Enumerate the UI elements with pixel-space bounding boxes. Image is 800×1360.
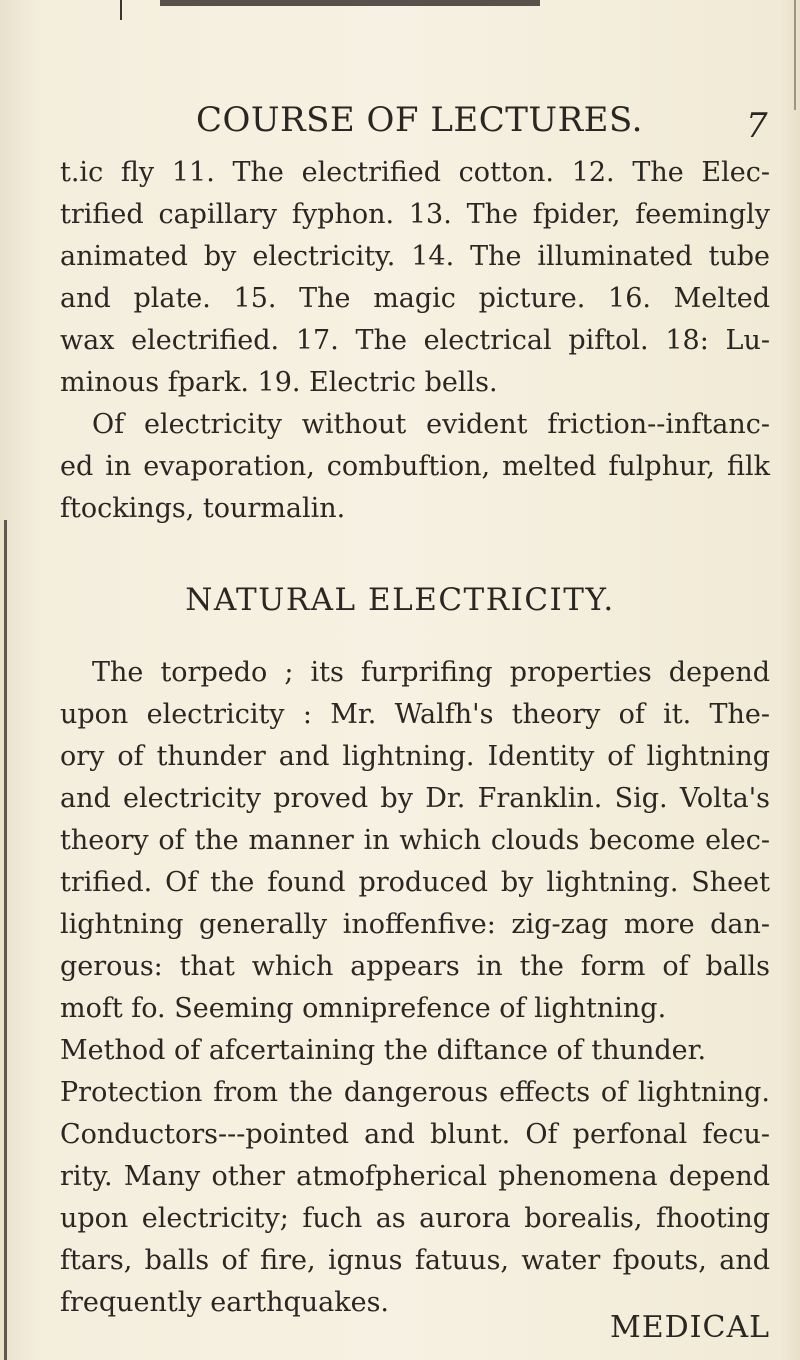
text-line: minous fpark. 19. Electric bells.	[60, 367, 498, 398]
text-line: Of electricity without evident friction--inftanc-	[92, 409, 770, 440]
text-line: Conductors---pointed and blunt. Of perfonal fecu-	[60, 1119, 770, 1150]
text-line: trified. Of the found produced by lightning. Sheet	[60, 867, 770, 898]
running-title: COURSE OF LECTURES.	[196, 100, 643, 140]
text-line: Method of afcertaining the diftance of thunder.	[60, 1035, 707, 1066]
text-line: ory of thunder and lightning. Identity of lightning	[60, 741, 770, 772]
text-line: wax electrified. 17. The electrical piftol. 18: Lu-	[60, 325, 770, 356]
text-line: moft fo. Seeming omniprefence of lightning.	[60, 993, 667, 1024]
text-line: gerous: that which appears in the form of balls	[60, 951, 770, 982]
right-page-edge	[794, 0, 796, 110]
text-line: and electricity proved by Dr. Franklin. Sig. Volta's	[60, 783, 770, 814]
text-line: ed in evaporation, combuftion, melted fulphur, filk	[60, 451, 770, 482]
page-number: 7	[746, 106, 768, 146]
text-line: and plate. 15. The magic picture. 16. Melted	[60, 283, 770, 314]
top-border-tick	[120, 0, 122, 20]
text-line: Protection from the dangerous effects of lightning.	[60, 1077, 770, 1108]
text-line: lightning generally inoffenfive: zig-zag more dan-	[60, 909, 770, 940]
text-line: upon electricity; fuch as aurora borealis, fhooting	[60, 1203, 770, 1234]
catchword: MEDICAL	[610, 1310, 771, 1345]
text-line: upon electricity : Mr. Walfh's theory of it. The-	[60, 699, 770, 730]
top-border-rule	[160, 0, 540, 6]
text-line: animated by electricity. 14. The illuminated tube	[60, 241, 770, 272]
left-page-edge	[4, 520, 7, 1360]
text-line: ftars, balls of fire, ignus fatuus, water fpouts, and	[60, 1245, 770, 1276]
text-line: trified capillary fyphon. 13. The fpider, feemingly	[60, 199, 770, 230]
text-line: frequently earthquakes.	[60, 1287, 390, 1318]
text-line: t.ic fly 11. The electrified cotton. 12. The Elec-	[60, 157, 770, 188]
text-line: ftockings, tourmalin.	[60, 493, 346, 524]
section-heading: NATURAL ELECTRICITY.	[185, 582, 615, 618]
text-line: The torpedo ; its furprifing properties depend	[92, 657, 770, 688]
text-line: rity. Many other atmofpherical phenomena depend	[60, 1161, 770, 1192]
text-line: theory of the manner in which clouds become elec-	[60, 825, 770, 856]
